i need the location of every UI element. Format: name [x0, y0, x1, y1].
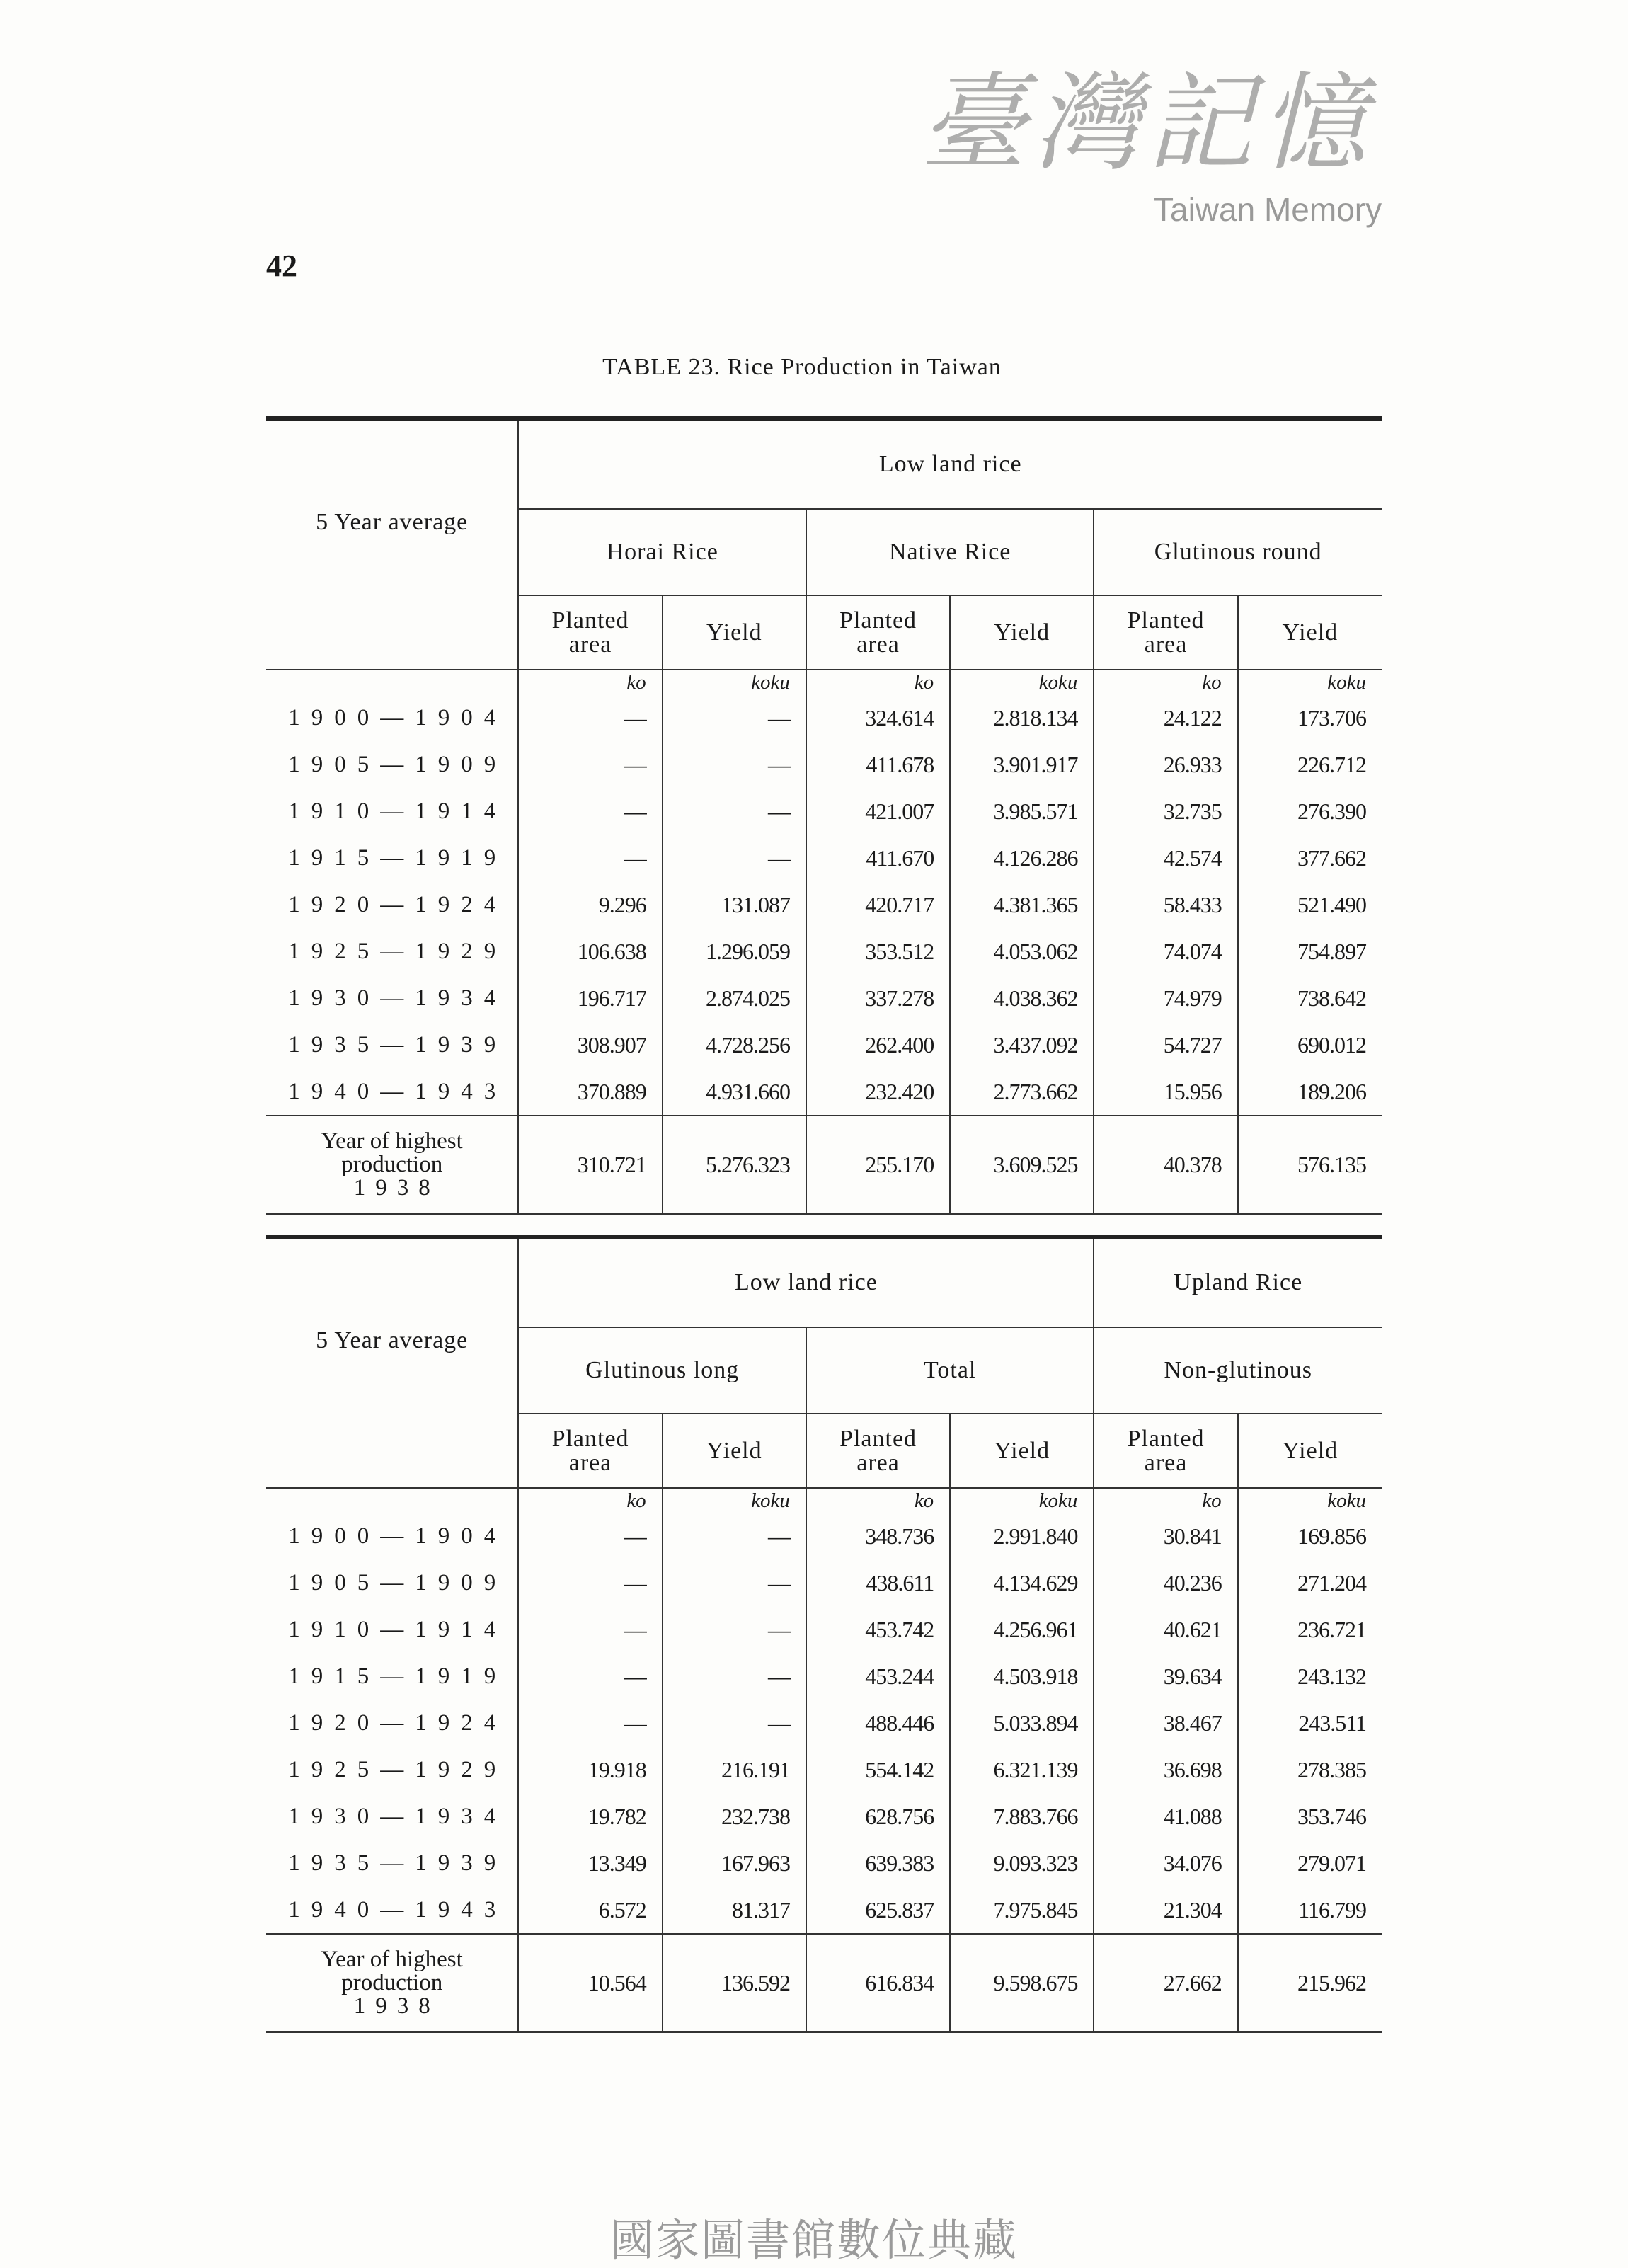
unit-label: koku	[950, 1488, 1094, 1513]
period-label: 1930—1934	[288, 1803, 508, 1829]
page-number: 42	[266, 248, 297, 283]
period-label: 1900—1904	[288, 704, 508, 731]
highest-year: 1938	[353, 1174, 440, 1201]
cell-value: 754.897	[1238, 928, 1382, 975]
table-row	[266, 694, 1382, 741]
cell-value: 3.437.092	[950, 1021, 1094, 1068]
cell-value: 243.511	[1238, 1700, 1382, 1746]
watermark-logo: 臺灣記憶	[920, 62, 1374, 185]
cell-value: 488.446	[806, 1700, 950, 1746]
group-header: Native Rice	[806, 509, 1094, 595]
cell-value: 196.717	[518, 975, 662, 1021]
cell-value: 116.799	[1238, 1886, 1382, 1934]
table-row	[266, 1513, 1382, 1559]
top-group-header: Upland Rice	[1094, 1239, 1382, 1327]
yield-header: Yield	[950, 595, 1094, 670]
cell-value: 337.278	[806, 975, 950, 1021]
period-label: 1935—1939	[288, 1850, 508, 1876]
cell-value: 21.304	[1094, 1886, 1237, 1934]
unit-label: koku	[1238, 1488, 1382, 1513]
cell-value: 4.134.629	[950, 1559, 1094, 1606]
cell-value: —	[518, 1700, 662, 1746]
cell-value: 554.142	[806, 1746, 950, 1793]
group-header: Total	[806, 1327, 1094, 1414]
table-row	[266, 835, 1382, 881]
cell-value: 10.564	[518, 1934, 662, 2032]
table-row	[266, 1886, 1382, 1934]
cell-value: —	[518, 788, 662, 835]
cell-value: 9.598.675	[950, 1934, 1094, 2032]
period-label: 1900—1904	[288, 1523, 508, 1549]
period-label: 1910—1914	[288, 1616, 508, 1642]
highest-production-row	[266, 1934, 1382, 2032]
cell-value: 310.721	[518, 1116, 662, 1214]
cell-value: 40.378	[1094, 1116, 1237, 1214]
cell-value: 19.918	[518, 1746, 662, 1793]
cell-value: 1.296.059	[663, 928, 806, 975]
table-row	[266, 928, 1382, 975]
period-label: 1940—1943	[288, 1078, 508, 1104]
cell-value: 377.662	[1238, 835, 1382, 881]
cell-value: 215.962	[1238, 1934, 1382, 2032]
cell-value: 3.985.571	[950, 788, 1094, 835]
cell-value: 74.979	[1094, 975, 1237, 1021]
cell-value: 4.381.365	[950, 881, 1094, 928]
cell-value: 271.204	[1238, 1559, 1382, 1606]
table-row	[266, 975, 1382, 1021]
yield-header: Yield	[663, 1414, 806, 1488]
cell-value: 30.841	[1094, 1513, 1237, 1559]
cell-value: 38.467	[1094, 1700, 1237, 1746]
highest-label	[266, 1116, 518, 1214]
yield-header: Yield	[663, 595, 806, 670]
table-row	[266, 1746, 1382, 1793]
cell-value: —	[663, 694, 806, 741]
cell-value: 9.093.323	[950, 1840, 1094, 1886]
cell-value: 216.191	[663, 1746, 806, 1793]
unit-label: ko	[518, 1488, 662, 1513]
period-label: 1920—1924	[288, 1709, 508, 1736]
period-label: 1915—1919	[288, 844, 508, 871]
period-label: 1925—1929	[288, 1756, 508, 1782]
cell-value: 243.132	[1238, 1653, 1382, 1700]
cell-value: 32.735	[1094, 788, 1237, 835]
cell-value: 27.662	[1094, 1934, 1237, 2032]
table-row	[266, 1700, 1382, 1746]
table-row	[266, 1653, 1382, 1700]
period-label: 1930—1934	[288, 985, 508, 1011]
cell-value: —	[518, 835, 662, 881]
cell-value: 5.276.323	[663, 1116, 806, 1214]
unit-label: ko	[1094, 670, 1237, 694]
rice-production-table-1	[266, 416, 1382, 1215]
cell-value: 15.956	[1094, 1068, 1237, 1116]
cell-value: 39.634	[1094, 1653, 1237, 1700]
unit-label: koku	[950, 670, 1094, 694]
cell-value: —	[663, 1700, 806, 1746]
cell-value: 54.727	[1094, 1021, 1237, 1068]
period-label: 1920—1924	[288, 891, 508, 917]
cell-value: 19.782	[518, 1793, 662, 1840]
cell-value: 276.390	[1238, 788, 1382, 835]
cell-value: —	[663, 1606, 806, 1653]
cell-value: 411.670	[806, 835, 950, 881]
cell-value: —	[663, 741, 806, 788]
period-label: 1940—1943	[288, 1896, 508, 1923]
cell-value: 36.698	[1094, 1746, 1237, 1793]
unit-label: ko	[518, 670, 662, 694]
cell-value: 353.746	[1238, 1793, 1382, 1840]
cell-value: 34.076	[1094, 1840, 1237, 1886]
cell-value: —	[663, 1559, 806, 1606]
table-row	[266, 1021, 1382, 1068]
cell-value: 58.433	[1094, 881, 1237, 928]
highest-label-line2: production	[341, 1151, 443, 1177]
cell-value: —	[663, 788, 806, 835]
period-label: 1935—1939	[288, 1031, 508, 1058]
planted-area-header: Planted area	[806, 595, 950, 670]
cell-value: 625.837	[806, 1886, 950, 1934]
cell-value: 4.126.286	[950, 835, 1094, 881]
cell-value: 40.621	[1094, 1606, 1237, 1653]
group-header: Non-glutinous	[1094, 1327, 1382, 1414]
cell-value: —	[518, 694, 662, 741]
table-row	[266, 741, 1382, 788]
cell-value: 42.574	[1094, 835, 1237, 881]
planted-area-header: Planted area	[518, 595, 662, 670]
highest-label	[266, 1934, 518, 2032]
cell-value: 189.206	[1238, 1068, 1382, 1116]
top-group-header: Low land rice	[518, 421, 1382, 509]
cell-value: 453.244	[806, 1653, 950, 1700]
unit-label: ko	[806, 1488, 950, 1513]
cell-value: 324.614	[806, 694, 950, 741]
cell-value: 278.385	[1238, 1746, 1382, 1793]
cell-value: 2.991.840	[950, 1513, 1094, 1559]
cell-value: —	[518, 1653, 662, 1700]
yield-header: Yield	[1238, 1414, 1382, 1488]
cell-value: 6.572	[518, 1886, 662, 1934]
cell-value: —	[518, 741, 662, 788]
cell-value: 106.638	[518, 928, 662, 975]
highest-production-row	[266, 1116, 1382, 1214]
period-label: 1915—1919	[288, 1663, 508, 1689]
cell-value: 232.738	[663, 1793, 806, 1840]
row-header: 5 Year average	[316, 509, 469, 535]
watermark-text: Taiwan Memory	[1154, 191, 1382, 228]
cell-value: 438.611	[806, 1559, 950, 1606]
cell-value: 2.773.662	[950, 1068, 1094, 1116]
cell-value: 3.609.525	[950, 1116, 1094, 1214]
unit-label: koku	[1238, 670, 1382, 694]
cell-value: 4.728.256	[663, 1021, 806, 1068]
cell-value: 7.975.845	[950, 1886, 1094, 1934]
cell-value: 26.933	[1094, 741, 1237, 788]
cell-value: 738.642	[1238, 975, 1382, 1021]
cell-value: 81.317	[663, 1886, 806, 1934]
cell-value: 4.503.918	[950, 1653, 1094, 1700]
cell-value: 576.135	[1238, 1116, 1382, 1214]
cell-value: 521.490	[1238, 881, 1382, 928]
table-row	[266, 881, 1382, 928]
table-row	[266, 788, 1382, 835]
table-row	[266, 1559, 1382, 1606]
cell-value: 9.296	[518, 881, 662, 928]
highest-label-line1: Year of highest	[321, 1128, 463, 1154]
table-row	[266, 1840, 1382, 1886]
highest-year: 1938	[353, 1993, 440, 2019]
planted-area-header: Planted area	[806, 1414, 950, 1488]
cell-value: 421.007	[806, 788, 950, 835]
cell-value: —	[663, 835, 806, 881]
cell-value: 169.856	[1238, 1513, 1382, 1559]
period-label: 1905—1909	[288, 1569, 508, 1596]
cell-value: —	[518, 1606, 662, 1653]
cell-value: —	[518, 1559, 662, 1606]
unit-label: koku	[663, 1488, 806, 1513]
cell-value: 2.818.134	[950, 694, 1094, 741]
cell-value: 3.901.917	[950, 741, 1094, 788]
cell-value: —	[518, 1513, 662, 1559]
cell-value: 4.053.062	[950, 928, 1094, 975]
planted-area-header: Planted area	[518, 1414, 662, 1488]
cell-value: 226.712	[1238, 741, 1382, 788]
cell-value: 370.889	[518, 1068, 662, 1116]
cell-value: 40.236	[1094, 1559, 1237, 1606]
table-row	[266, 1606, 1382, 1653]
group-header: Horai Rice	[518, 509, 806, 595]
cell-value: 136.592	[663, 1934, 806, 2032]
cell-value: 255.170	[806, 1116, 950, 1214]
cell-value: 7.883.766	[950, 1793, 1094, 1840]
period-label: 1925—1929	[288, 938, 508, 964]
top-group-header: Low land rice	[518, 1239, 1094, 1327]
cell-value: 24.122	[1094, 694, 1237, 741]
planted-area-header: Planted area	[1094, 1414, 1237, 1488]
highest-label-line2: production	[341, 1969, 443, 1995]
row-header: 5 Year average	[316, 1327, 469, 1353]
cell-value: 167.963	[663, 1840, 806, 1886]
cell-value: 279.071	[1238, 1840, 1382, 1886]
cell-value: 348.736	[806, 1513, 950, 1559]
cell-value: 690.012	[1238, 1021, 1382, 1068]
unit-label: ko	[806, 670, 950, 694]
cell-value: —	[663, 1653, 806, 1700]
cell-value: 41.088	[1094, 1793, 1237, 1840]
cell-value: 639.383	[806, 1840, 950, 1886]
cell-value: 453.742	[806, 1606, 950, 1653]
yield-header: Yield	[950, 1414, 1094, 1488]
cell-value: 420.717	[806, 881, 950, 928]
cell-value: 616.834	[806, 1934, 950, 2032]
cell-value: 131.087	[663, 881, 806, 928]
cell-value: 262.400	[806, 1021, 950, 1068]
period-label: 1905—1909	[288, 751, 508, 777]
unit-label: ko	[1094, 1488, 1237, 1513]
yield-header: Yield	[1238, 595, 1382, 670]
cell-value: 236.721	[1238, 1606, 1382, 1653]
cell-value: 411.678	[806, 741, 950, 788]
rice-production-table-2	[266, 1235, 1382, 2033]
cell-value: 353.512	[806, 928, 950, 975]
highest-label-line1: Year of highest	[321, 1946, 463, 1972]
cell-value: 2.874.025	[663, 975, 806, 1021]
table-row	[266, 1068, 1382, 1116]
cell-value: —	[663, 1513, 806, 1559]
cell-value: 6.321.139	[950, 1746, 1094, 1793]
group-header: Glutinous long	[518, 1327, 806, 1414]
cell-value: 74.074	[1094, 928, 1237, 975]
planted-area-header: Planted area	[1094, 595, 1237, 670]
cell-value: 4.931.660	[663, 1068, 806, 1116]
cell-value: 13.349	[518, 1840, 662, 1886]
cell-value: 4.038.362	[950, 975, 1094, 1021]
table-title: TABLE 23. Rice Production in Taiwan	[602, 354, 1002, 380]
cell-value: 5.033.894	[950, 1700, 1094, 1746]
table-row	[266, 1793, 1382, 1840]
unit-label: koku	[663, 670, 806, 694]
period-label: 1910—1914	[288, 798, 508, 824]
cell-value: 173.706	[1238, 694, 1382, 741]
cell-value: 232.420	[806, 1068, 950, 1116]
cell-value: 4.256.961	[950, 1606, 1094, 1653]
footer-collection-label: 國家圖書館數位典藏	[609, 2214, 1018, 2266]
group-header: Glutinous round	[1094, 509, 1382, 595]
cell-value: 308.907	[518, 1021, 662, 1068]
cell-value: 628.756	[806, 1793, 950, 1840]
